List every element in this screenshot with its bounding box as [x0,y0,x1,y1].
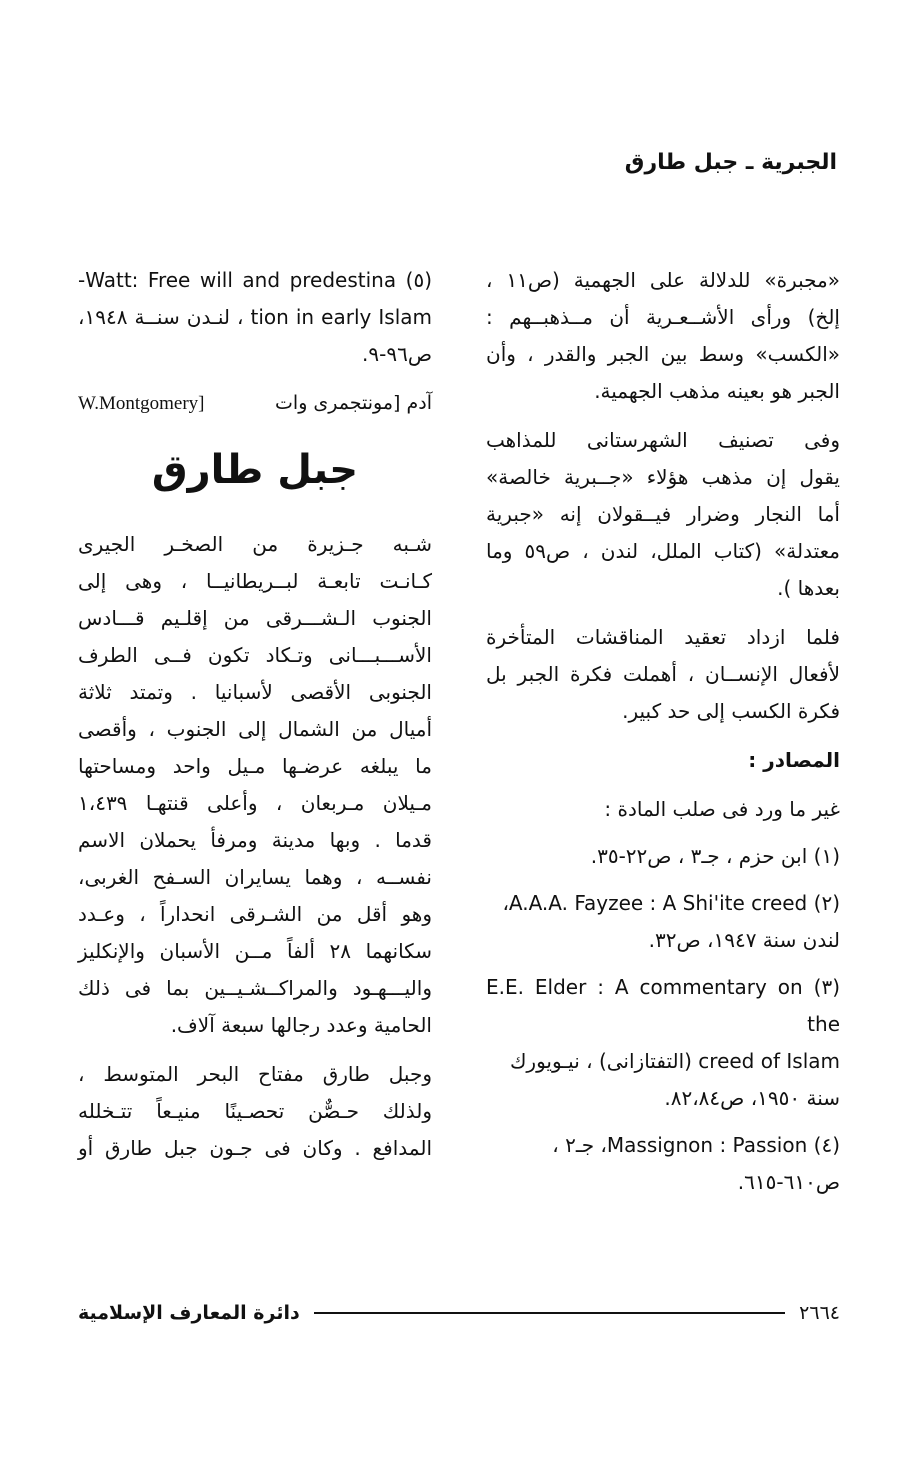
reference-line: (٣) E.E. Elder : A commentary on the [486,975,840,1036]
paragraph [486,262,840,410]
sources-intro: غير ما ورد فى صلب المادة : [604,797,840,821]
reference-item [486,838,840,875]
right-column [486,262,840,1211]
paragraph [78,526,432,1044]
text-line: أميال من الشمال إلى الجنوب ، وأقصى [78,717,432,741]
reference-line: (٤) Massignon : Passion، جـ٢ ، [552,1133,840,1157]
text-line: معتدلة» (كتاب الملل، لندن ، ص٥٩ وما [486,539,840,563]
reference-item [486,1127,840,1201]
text-line: كـانـت تابعـة لبــريطانيــا ، وهى إلى [78,569,432,593]
text-line: فكرة الكسب إلى حد كبير. [622,699,840,723]
text-line: مـيلان مـربعان ، وأعلى قنتهـا ١،٤٣٩ [78,791,432,815]
text-line: الأســـبـــانى وتـكاد تكون فــى الطرف [78,643,432,667]
text-line: بعدها ). [777,576,840,600]
reference-line: (٢) A.A.A. Fayzee : A Shi'ite creed، [502,891,840,915]
text-line: وجبل طارق مفتاح البحر المتوسط ، [78,1062,432,1086]
reference-item [486,885,840,959]
paragraph [78,1056,432,1167]
text-line: إلخ) ورأى الأشــعـرية أن مــذهبــهم : [486,305,840,329]
reference-line: (١) ابن حزم ، جـ٣ ، ص٢٢-٣٥. [590,844,840,868]
page-footer [78,1298,840,1328]
reference-item [486,969,840,1117]
reference-line: ص٦١٠-٦١٥. [737,1170,840,1194]
paragraph [486,422,840,607]
text-line: يقول إن مذهب هؤلاء «جــبرية خالصة» [486,465,840,489]
text-line: «الكسب» وسط بين الجبر والقدر ، وأن [486,342,840,366]
text-line: ما يبلغه عرضـها مـيل واحد ومساحتها [78,754,432,778]
page-number: ٢٦٦٤ [799,1302,840,1324]
text-line: الجبر هو بعينه مذهب الجهمية. [594,379,840,403]
text-line: وفى تصنيف الشهرستانى للمذاهب [486,428,840,452]
reference-line: tion in early Islam ، لنـدن سنــة ١٩٤٨، [78,305,433,329]
reference-line: ص٩٦-٩. [362,342,432,366]
text-line: «مجبرة» للدلالة على الجهمية (ص١١ ، [486,268,840,292]
reference-line: creed of Islam (التفتازانى) ، نيـويورك [509,1049,840,1073]
text-line: ولذلك حـصٌّن تحصـينًا منيـعاً تتـخلله [78,1099,432,1123]
sources-heading: المصادر : [748,748,840,772]
paragraph [486,619,840,730]
reference-line: لندن سنة ١٩٤٧، ص٣٢. [648,928,840,952]
left-column [78,262,432,1179]
running-header: الجبرية ـ جبل طارق [624,150,837,175]
author-name-arabic: آدم [مونتجمرى وات [275,392,432,414]
text-line: وهو أقل من الشـرقى انحداراً ، وعـدد [78,902,432,926]
author-signature [78,385,432,422]
text-line: لأفعال الإنســان ، أهملت فكرة الجبر بل [486,662,840,686]
author-name-latin: W.Montgomery] [78,393,205,414]
reference-line: سنة ١٩٥٠، ص٨٢،٨٤. [664,1086,840,1110]
text-line: المدافع . وكان فى جـون جبل طارق أو [78,1136,432,1160]
text-line: الجنوبى الأقصى لأسبانيا . وتمتد ثلاثة [78,680,432,704]
text-line: الجنوب الـشـــرقى من إقلـيم قـــادس [78,606,432,630]
reference-item [78,262,432,373]
footer-rule [314,1312,785,1314]
text-line: واليـــهـود والمراكــشـيــين بما فى ذلك [78,976,432,1000]
entry-title: جبل طارق [151,447,359,493]
text-line: شـبه جـزيرة من الصخـر الجيرى [78,532,432,556]
publication-name: دائرة المعارف الإسلامية [78,1302,300,1324]
text-line: أما النجار وضرار فيــقولان إنه «جبرية [486,502,840,526]
text-line: نفســه ، وهما يسايران السـفح الغربى، [78,865,432,889]
text-line: قدما . وبها مدينة ومرفأ يحملان الاسم [78,828,432,852]
reference-line: (٥) Watt: Free will and predestina- [78,268,432,292]
text-line: سكانهما ٢٨ ألفاً مــن الأسبان والإنكليز [78,939,432,963]
text-line: فلما ازداد تعقيد المناقشات المتأخرة [486,625,840,649]
text-line: الحامية وعدد رجالها سبعة آلاف. [170,1013,432,1037]
